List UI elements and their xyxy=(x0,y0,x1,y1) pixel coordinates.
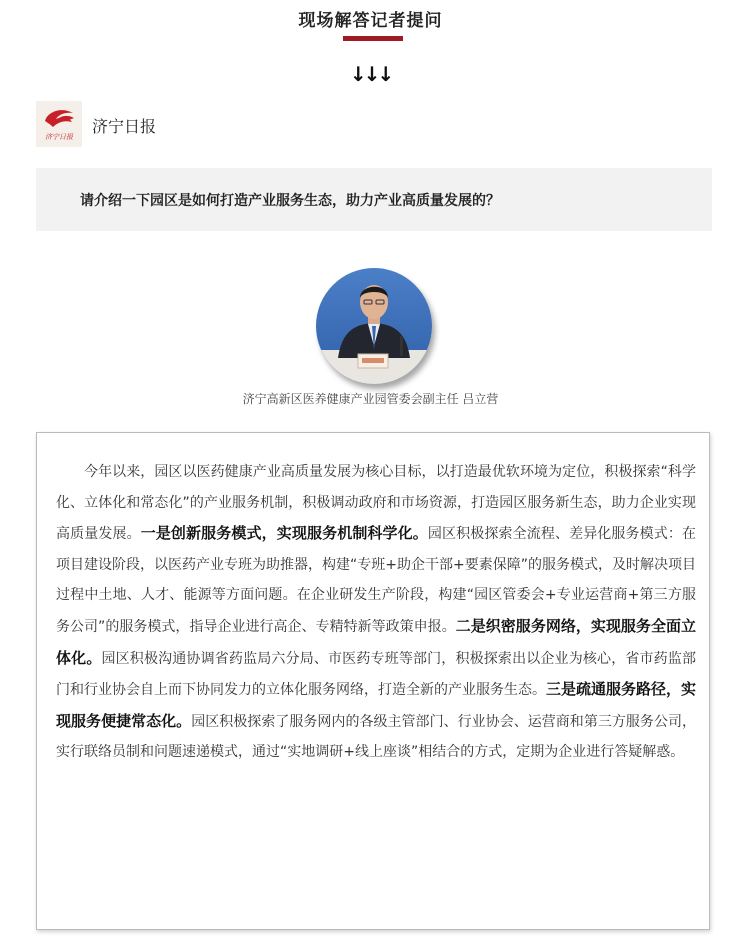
speaker-caption: 济宁高新区医养健康产业园管委会副主任 吕立营 xyxy=(242,392,499,406)
answer-segment: 园区积极探索了服务网内的各级主管部门、行业协会、运营商和第三方服务公司，实行联络员制和问题速递模式，通过“实地调研+线上座谈”相结合的方式，定期为企业进行答疑解惑。 xyxy=(56,713,696,761)
question-text: 请介绍一下园区是如何打造产业服务生态，助力产业高质量发展的？ xyxy=(80,193,500,209)
answer-key-point: 三是疏通服务路径，实现服务便捷常态化。 xyxy=(56,680,697,730)
brand-name: 济宁日报 xyxy=(92,117,157,136)
question-box xyxy=(36,168,712,231)
answer-paragraph xyxy=(56,457,696,768)
down-arrows: ↓↓↓ xyxy=(349,62,392,86)
title-underline xyxy=(343,36,403,41)
speaker-photo xyxy=(316,268,432,384)
header-title: 现场解答记者提问 xyxy=(298,11,443,31)
svg-text:济宁日报: 济宁日报 xyxy=(45,133,73,141)
answer-segment: 园区积极沟通协调省药监局六分局、市医药专班等部门，积极探索出以企业为核心，省市药监部门和行业协会自上而下协同发力的立体化服务网络，打造全新的产业服务生态。 xyxy=(56,650,696,699)
jining-daily-logo-icon xyxy=(36,101,82,147)
answer-text xyxy=(56,457,696,768)
answer-segment: 今年以来，园区以医药健康产业高质量发展为核心目标，以打造最优软环境为定位，积极探索“科学化、立体化和常态化”的产业服务机制，积极调动政府和市场资源，打造园区服务新生态，助力企业实现高质量发展。 xyxy=(56,464,696,543)
answer-key-point: 一是创新服务模式，实现服务机制科学化。 xyxy=(140,524,428,543)
answer-key-point: 二是织密服务网络，实现服务全面立体化。 xyxy=(56,616,696,667)
answer-box xyxy=(36,432,710,930)
answer-segment: 园区积极探索全流程、差异化服务模式：在项目建设阶段，以医药产业专班为助推器，构建“专班+助企干部+要素保障”的服务模式，及时解决项目过程中土地、人才、能源等方面问题。在企业研发生产阶段，构建“园区管委会+专业运营商+第三方服务公司”的服务模式，指导企业进行高企、专精特新等政策申报。 xyxy=(56,526,697,635)
